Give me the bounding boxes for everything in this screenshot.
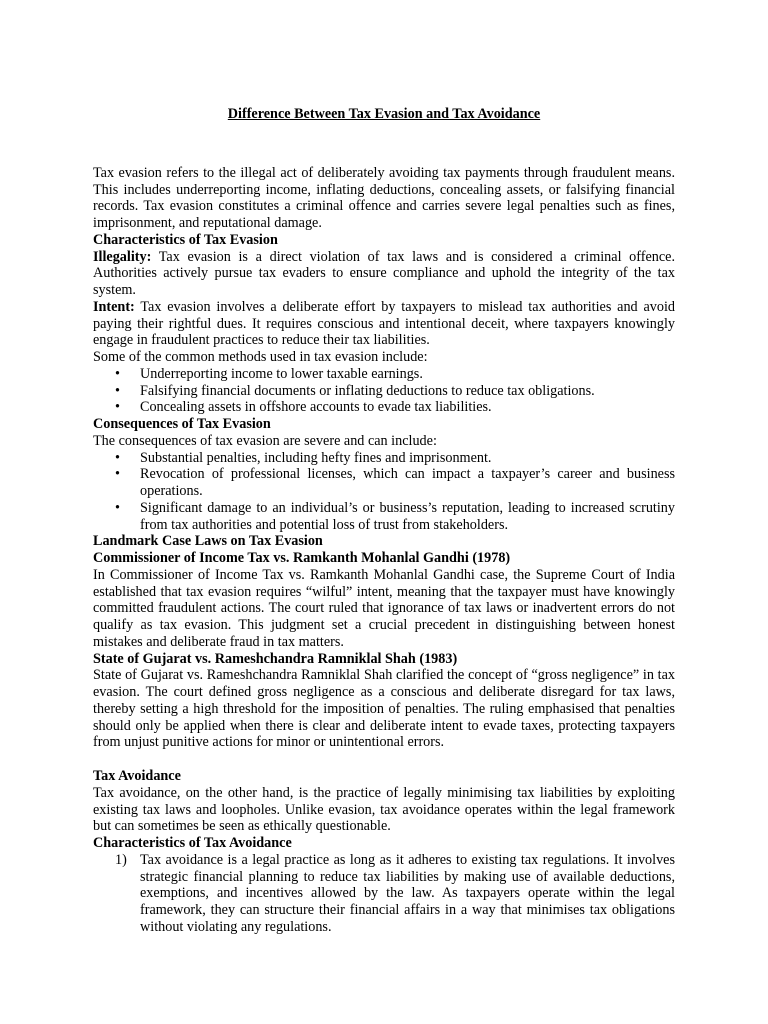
list-item: • Concealing assets in offshore accounts to evade tax liabilities.	[93, 399, 675, 416]
illegality-label: Illegality:	[93, 248, 152, 265]
list-item: • Substantial penalties, including hefty fines and imprisonment.	[93, 450, 675, 467]
document-title: Difference Between Tax Evasion and Tax Avoidance	[227, 106, 541, 122]
case2-heading: State of Gujarat vs. Rameshchandra Ramniklal Shah (1983)	[93, 650, 458, 667]
avoidance-heading: Tax Avoidance	[93, 768, 181, 784]
consequences-list	[93, 450, 675, 534]
illegality-text: Tax evasion is a direct violation of tax laws and is considered a criminal offence. Authorities actively pursue tax evaders to ensure compliance and uphold the integrity of the tax system.	[93, 248, 675, 298]
intent-label: Intent:	[93, 298, 135, 315]
list-item-number: 1)	[115, 851, 127, 868]
evasion-characteristics-heading: Characteristics of Tax Evasion	[93, 231, 278, 248]
case1-text: In Commissioner of Income Tax vs. Ramkanth Mohanlal Gandhi case, the Supreme Court of India established that tax evasion requires “wilful” intent, meaning that the taxpayer must have knowingly committed fraudulent actions. The court ruled that ignorance of tax laws or inadvertent errors do not qualify as tax evasion. This judgment set a crucial precedent in distinguishing between honest mistakes and deliberate fraud in tax matters.	[93, 566, 675, 650]
consequences-intro: The consequences of tax evasion are severe and can include:	[93, 432, 437, 449]
list-item: • Revocation of professional licenses, which can impact a taxpayer’s career and business operations.	[93, 466, 675, 500]
illegality-paragraph	[93, 249, 675, 299]
intent-text: Tax evasion involves a deliberate effort by taxpayers to mislead tax authorities and avoid paying their rightful dues. It requires conscious and intentional deceit, where taxpayers knowingly engage in fraudulent practices to reduce their tax liabilities.	[93, 298, 675, 349]
case2-text: State of Gujarat vs. Rameshchandra Ramniklal Shah clarified the concept of “gross negligence” in tax evasion. The court defined gross negligence as a conscious and deliberate disregard for tax laws, thereby setting a high threshold for the imposition of penalties. The ruling emphasised that penalties should only be applied when there is clear and deliberate intent to evade taxes, protecting taxpayers from unjust punitive actions for minor or unintentional errors.	[93, 667, 675, 751]
case1-heading: Commissioner of Income Tax vs. Ramkanth Mohanlal Gandhi (1978)	[93, 550, 511, 566]
list-item-text: Tax avoidance is a legal practice as long as it adheres to existing tax regulations. It involves strategic financial planning to reduce tax liabilities by making use of available deductions, exemptions, and incentives allowed by the law. As taxpayers operate within the legal framework, they can structure their financial affairs in a way that minimises tax obligations without violating any regulations.	[140, 851, 675, 935]
intent-paragraph	[93, 299, 675, 349]
list-item: • Underreporting income to lower taxable earnings.	[93, 366, 675, 383]
methods-intro: Some of the common methods used in tax evasion include:	[93, 349, 428, 365]
avoidance-intro: Tax avoidance, on the other hand, is the practice of legally minimising tax liabilities by exploiting existing tax laws and loopholes. Unlike evasion, tax avoidance operates within the legal framework but can sometimes be seen as ethically questionable.	[93, 784, 675, 835]
list-item: • Falsifying financial documents or inflating deductions to reduce tax obligations.	[93, 383, 675, 400]
avoidance-characteristics-heading: Characteristics of Tax Avoidance	[93, 835, 292, 851]
methods-list	[93, 366, 675, 416]
section-spacer	[93, 751, 675, 768]
list-item: • Significant damage to an individual’s or business’s reputation, leading to increased scrutiny from tax authorities and potential loss of trust from stakeholders.	[93, 500, 675, 534]
caselaw-heading: Landmark Case Laws on Tax Evasion	[93, 533, 323, 550]
avoidance-characteristics-list	[93, 852, 675, 936]
consequences-heading: Consequences of Tax Evasion	[93, 416, 271, 432]
list-item	[93, 852, 675, 936]
evasion-intro: Tax evasion refers to the illegal act of deliberately avoiding tax payments through fraudulent means. This includes underreporting income, inflating deductions, concealing assets, or falsifying financial records. Tax evasion constitutes a criminal offence and carries severe legal penalties such as fines, imprisonment, and reputational damage.	[93, 164, 675, 231]
